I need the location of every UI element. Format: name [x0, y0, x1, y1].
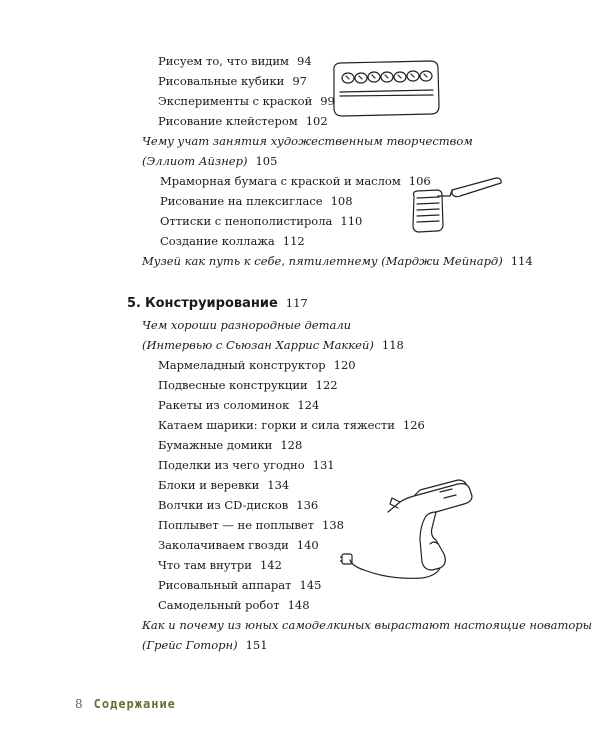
- toc-entry: [160, 214, 362, 228]
- entry-title: Рисовальные кубики: [158, 74, 285, 88]
- entry-page: 151: [245, 638, 268, 652]
- entry-title: Поделки из чего угодно: [158, 458, 305, 472]
- toc-entry: [158, 438, 302, 452]
- toc-entry: [158, 54, 312, 68]
- toc-essay-entry: [142, 254, 533, 268]
- entry-page: 112: [282, 234, 305, 248]
- toc-entry: [160, 234, 305, 248]
- entry-page: 126: [402, 418, 425, 432]
- entry-page: 128: [280, 438, 303, 452]
- entry-page: 142: [259, 558, 282, 572]
- entry-title: Бумажные домики: [158, 438, 273, 452]
- entry-title: Создание коллажа: [160, 234, 275, 248]
- entry-page: 140: [296, 538, 319, 552]
- entry-page: 138: [322, 518, 344, 532]
- paint-tray-icon: [330, 58, 442, 120]
- entry-title: (Эллиот Айзнер): [142, 154, 248, 168]
- toc-entry: [158, 478, 289, 492]
- toc-entry: [158, 398, 319, 412]
- entry-page: 136: [296, 498, 319, 512]
- running-title: Содержание: [93, 697, 176, 711]
- entry-title: Мармеладный конструктор: [158, 358, 326, 372]
- entry-title: Катаем шарики: горки и сила тяжести: [158, 418, 395, 432]
- entry-page: 131: [312, 458, 335, 472]
- toc-entry: [158, 578, 321, 592]
- toc-essay-entry: [142, 338, 404, 352]
- entry-title: Рисовальный аппарат: [158, 578, 292, 592]
- toc-essay-entry: [142, 638, 268, 652]
- toc-essay-entry: [142, 618, 592, 632]
- entry-page: 122: [315, 378, 338, 392]
- toc-entry: [158, 518, 344, 532]
- entry-page: 148: [287, 598, 310, 612]
- entry-title: Чему учат занятия художественным творчеством: [142, 134, 473, 148]
- toc-entry: [158, 538, 319, 552]
- entry-title: Мраморная бумага с краской и маслом: [160, 174, 401, 188]
- entry-title: Музей как путь к себе, пятилетнему (Марджи Мейнард): [142, 254, 503, 268]
- entry-page: 118: [381, 338, 404, 352]
- chapter-number: 5.: [127, 296, 141, 311]
- entry-title: Рисование на плексигласе: [160, 194, 323, 208]
- chapter-page: 117: [285, 296, 308, 310]
- entry-title: Подвесные конструкции: [158, 378, 308, 392]
- entry-page: 120: [333, 358, 356, 372]
- entry-page: 105: [255, 154, 278, 168]
- entry-page: 114: [510, 254, 533, 268]
- entry-page: 99: [320, 94, 335, 108]
- toc-entry: [158, 558, 282, 572]
- entry-title: Поплывет — не поплывет: [158, 518, 315, 532]
- toc-essay-entry: [142, 318, 351, 332]
- entry-title: Самодельный робот: [158, 598, 280, 612]
- toc-essay-entry: [142, 154, 277, 168]
- page-number: 8: [75, 697, 84, 711]
- entry-title: Как и почему из юных самоделкиных вырастают настоящие новаторы: [142, 618, 593, 632]
- entry-page: 106: [408, 174, 431, 188]
- toc-entry: [158, 418, 425, 432]
- toc-entry: [158, 358, 356, 372]
- chapter-heading: [127, 296, 308, 311]
- paint-roller-icon: [408, 174, 504, 236]
- entry-title: Эксперименты с краской: [158, 94, 313, 108]
- glue-gun-icon: [340, 474, 485, 586]
- page-footer: [75, 697, 176, 711]
- entry-page: 110: [340, 214, 363, 228]
- toc-essay-entry: [142, 134, 473, 148]
- entry-title: Блоки и веревки: [158, 478, 260, 492]
- toc-entry: [158, 498, 318, 512]
- entry-title: Чем хороши разнородные детали: [142, 318, 352, 332]
- entry-title: (Интервью с Сьюзан Харрис Маккей): [142, 338, 374, 352]
- entry-page: 124: [297, 398, 320, 412]
- toc-entry: [158, 378, 338, 392]
- toc-entry: [158, 598, 310, 612]
- entry-title: Заколачиваем гвозди: [158, 538, 289, 552]
- entry-page: 102: [305, 114, 328, 128]
- entry-title: Что там внутри: [158, 558, 252, 572]
- toc-entry: [160, 194, 353, 208]
- toc-entry: [158, 114, 328, 128]
- toc-entry: [158, 94, 335, 108]
- entry-title: Рисуем то, что видим: [158, 54, 289, 68]
- toc-entry: [160, 174, 431, 188]
- entry-title: Оттиски с пенополистирола: [160, 214, 333, 228]
- entry-page: 108: [330, 194, 353, 208]
- entry-title: Волчки из CD-дисков: [158, 498, 289, 512]
- toc-entry: [158, 74, 307, 88]
- entry-title: (Грейс Готорн): [142, 638, 238, 652]
- entry-page: 94: [297, 54, 312, 68]
- entry-page: 134: [267, 478, 290, 492]
- toc-entry: [158, 458, 335, 472]
- entry-page: 97: [292, 74, 307, 88]
- entry-page: 145: [299, 578, 322, 592]
- chapter-title: Конструирование: [144, 296, 278, 311]
- entry-title: Рисование клейстером: [158, 114, 298, 128]
- entry-title: Ракеты из соломинок: [158, 398, 290, 412]
